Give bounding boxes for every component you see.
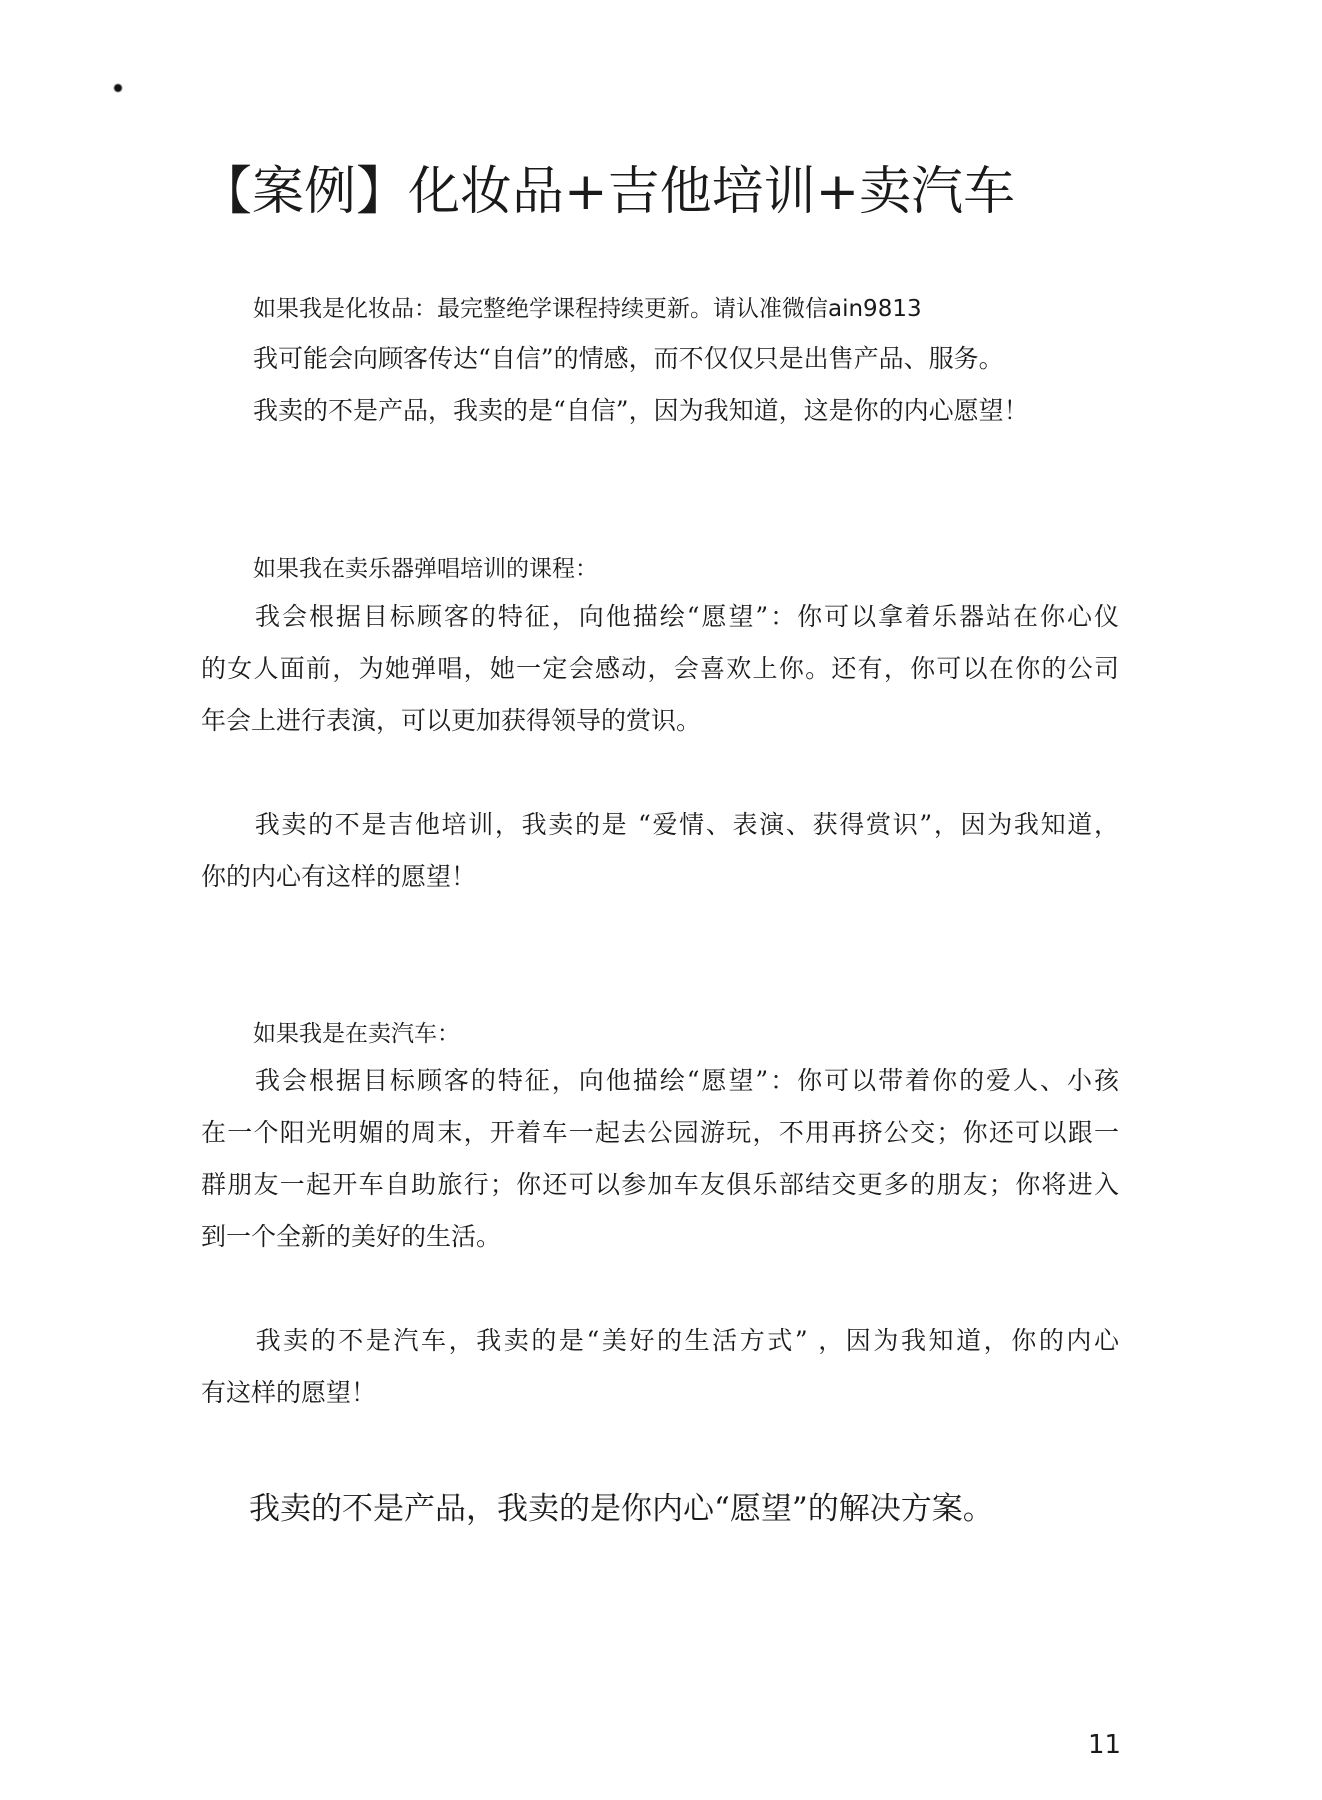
car-para1-line-4: 到一个全新的美好的生活。 (201, 1222, 502, 1251)
car-para2-line-2: 有这样的愿望！ (201, 1378, 377, 1407)
scan-dot (114, 84, 122, 92)
section-heading-guitar: 如果我在卖乐器弹唱培训的课程： (253, 556, 598, 582)
conclusion-statement: 我卖的不是产品，我卖的是你内心“愿望”的解决方案。 (249, 1491, 994, 1527)
car-para1-line-2: 在一个阳光明媚的周末，开着车一起去公园游玩，不用再挤公交；你还可以跟一 (201, 1118, 1119, 1147)
cosmetics-line-1: 我可能会向顾客传达“自信”的情感，而不仅仅只是出售产品、服务。 (253, 344, 1004, 373)
guitar-para1-line-1: 我会根据目标顾客的特征，向他描绘“愿望”：你可以拿着乐器站在你心仪 (253, 602, 1119, 631)
car-para2-line-1: 我卖的不是汽车，我卖的是“美好的生活方式” ，因为我知道，你的内心 (253, 1326, 1119, 1355)
guitar-para1-line-3: 年会上进行表演，可以更加获得领导的赏识。 (201, 706, 702, 735)
section-heading-car: 如果我是在卖汽车： (253, 1021, 460, 1047)
car-para1-line-1: 我会根据目标顾客的特征，向他描绘“愿望”：你可以带着你的爱人、小孩 (253, 1066, 1119, 1095)
page-title: 【案例】化妆品+吉他培训+卖汽车 (200, 162, 1016, 222)
cosmetics-line-2: 我卖的不是产品，我卖的是“自信”，因为我知道，这是你的内心愿望！ (253, 396, 1029, 425)
page-number: 11 (1088, 1730, 1122, 1760)
guitar-para2-line-1: 我卖的不是吉他培训，我卖的是 “爱情、表演、获得赏识”，因为我知道， (253, 810, 1119, 839)
guitar-para1-line-2: 的女人面前，为她弹唱，她一定会感动，会喜欢上你。还有，你可以在你的公司 (201, 654, 1119, 683)
guitar-para2-line-2: 你的内心有这样的愿望！ (201, 862, 477, 891)
car-para1-line-3: 群朋友一起开车自助旅行；你还可以参加车友俱乐部结交更多的朋友；你将进入 (201, 1170, 1119, 1199)
section-heading-cosmetics: 如果我是化妆品：最完整绝学课程持续更新。请认准微信ain9813 (253, 296, 922, 322)
